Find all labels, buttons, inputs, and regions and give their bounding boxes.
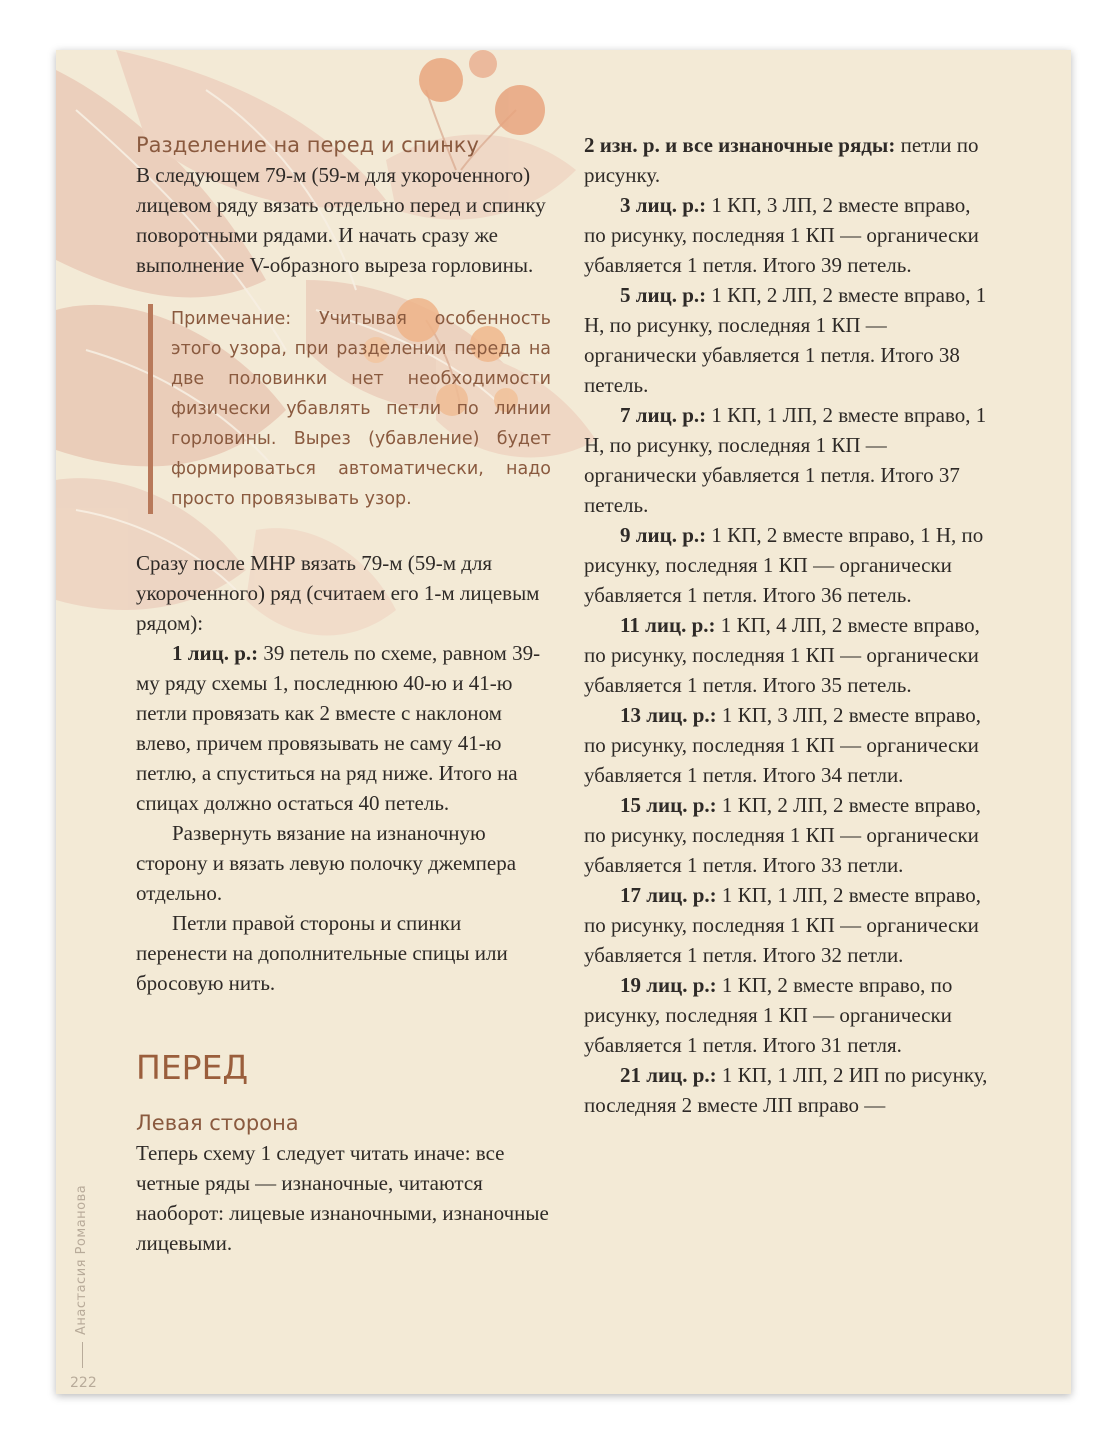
row-label: 15 лиц. р.:	[620, 793, 717, 817]
row-instruction	[584, 700, 994, 790]
row-text: 1 КП, 1 ЛП, 2 вместе вправо, 1 Н, по рисунку, последняя 1 КП — органически убавляется 1 петля. Итого 37 петель.	[584, 403, 987, 517]
row-instruction	[584, 130, 994, 190]
book-page	[56, 50, 1071, 1394]
row-label: 21 лиц. р.:	[620, 1063, 717, 1087]
row-label: 11 лиц. р.:	[620, 613, 716, 637]
note-block	[148, 304, 551, 514]
right-column	[584, 130, 994, 1120]
section-subheading: Разделение на перед и спинку	[136, 133, 479, 157]
author-name: Анастасия Романова	[74, 1184, 89, 1335]
row-label: 9 лиц. р.:	[620, 523, 707, 547]
row-text: 1 КП, 1 ЛП, 2 вместе вправо, по рисунку, последняя 1 КП — органически убавляется 1 петля. Итого 32 петли.	[584, 883, 981, 967]
row-text: 1 КП, 1 ЛП, 2 ИП по рисунку, последняя 2 вместе ЛП вправо —	[584, 1063, 988, 1117]
row-instruction	[584, 520, 994, 610]
row-text: 1 КП, 2 ЛП, 2 вместе вправо, 1 Н, по рисунку, последняя 1 КП — органически убавляется 1 петля. Итого 38 петель.	[584, 283, 987, 397]
row-text: 39 петель по схеме, равном 39-му ряду схемы 1, последнюю 40-ю и 41-ю петли провязать как 2 вместе с наклоном влево, причем провязывать не саму 41-ю петлю, а спуститься на ряд ниже. Итого на спицах должно остаться 40 петель.	[136, 641, 541, 815]
paragraph: Сразу после МНР вязать 79-м (59-м для укороченного) ряд (считаем его 1-м лицевым рядом):	[136, 551, 540, 635]
section-subheading: Левая сторона	[136, 1111, 299, 1135]
paragraph: Петли правой стороны и спинки перенести на дополнительные спицы или бросовую нить.	[136, 911, 508, 995]
footer-divider	[82, 1342, 83, 1368]
note-text: Примечание: Учитывая особенность этого узора, при разделении переда на две половинки нет необходимости физически убавлять петли по линии горловины. Вырез (убавление) будет формироваться автоматически, надо просто провязывать узор.	[171, 309, 551, 509]
section-title: ПЕРЕД	[136, 1048, 249, 1087]
row-label: 5 лиц. р.:	[620, 283, 707, 307]
row-label: 2 изн. р. и все изнаночные ряды:	[584, 133, 896, 157]
row-label: 1 лиц. р.:	[172, 641, 259, 665]
row-label: 13 лиц. р.:	[620, 703, 717, 727]
row-text: 1 КП, 2 вместе вправо, 1 Н, по рисунку, последняя 1 КП — органически убавляется 1 петля. Итого 36 петель.	[584, 523, 984, 607]
row-instruction	[584, 880, 994, 970]
row-instruction	[584, 190, 994, 280]
row-instruction	[136, 638, 551, 818]
row-instruction	[584, 1060, 994, 1120]
left-column	[136, 130, 551, 1258]
row-text: 1 КП, 2 ЛП, 2 вместе вправо, по рисунку, последняя 1 КП — органически убавляется 1 петля. Итого 33 петли.	[584, 793, 981, 877]
row-label: 17 лиц. р.:	[620, 883, 717, 907]
row-instruction	[584, 790, 994, 880]
row-instruction	[584, 400, 994, 520]
row-text: 1 КП, 2 вместе вправо, по рисунку, последняя 1 КП — органически убавляется 1 петля. Итого 31 петля.	[584, 973, 953, 1057]
page-number: 222	[70, 1375, 97, 1391]
row-instruction	[584, 970, 994, 1060]
row-text: 1 КП, 3 ЛП, 2 вместе вправо, по рисунку, последняя 1 КП — органически убавляется 1 петля. Итого 39 петель.	[584, 193, 979, 277]
paragraph: Теперь схему 1 следует читать иначе: все четные ряды — изнаночные, читаются наоборот: лицевые изнаночными, изнаночные лицевыми.	[136, 1141, 549, 1255]
row-instruction	[584, 610, 994, 700]
paragraph: В следующем 79-м (59-м для укороченного) лицевом ряду вязать отдельно перед и спинку поворотными рядами. И начать сразу же выполнение V-образного выреза горловины.	[136, 163, 546, 277]
row-instruction	[584, 280, 994, 400]
row-label: 7 лиц. р.:	[620, 403, 707, 427]
row-text: петли по рисунку.	[584, 133, 979, 187]
row-text: 1 КП, 4 ЛП, 2 вместе вправо, по рисунку, последняя 1 КП — органически убавляется 1 петля. Итого 35 петель.	[584, 613, 980, 697]
row-text: 1 КП, 3 ЛП, 2 вместе вправо, по рисунку, последняя 1 КП — органически убавляется 1 петля. Итого 34 петли.	[584, 703, 981, 787]
row-label: 19 лиц. р.:	[620, 973, 717, 997]
row-label: 3 лиц. р.:	[620, 193, 707, 217]
paragraph: Развернуть вязание на изнаночную сторону и вязать левую полочку джемпера отдельно.	[136, 821, 517, 905]
